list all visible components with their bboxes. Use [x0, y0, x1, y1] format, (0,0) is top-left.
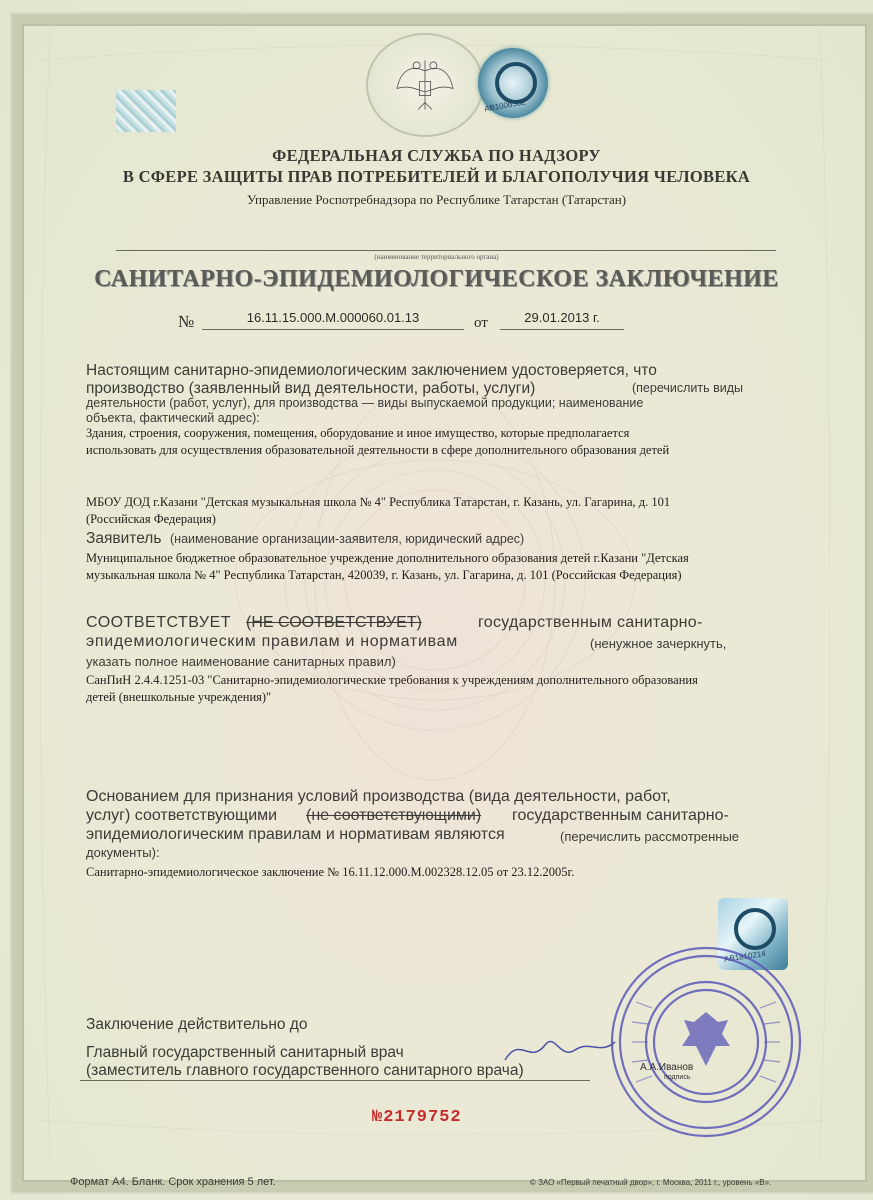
applicant-caption: (наименование организации-заявителя, юридический адрес): [170, 532, 525, 546]
double-eagle-emblem-icon: [390, 45, 460, 125]
date-underline: [500, 329, 624, 330]
rules-line-2: детей (внешкольные учреждения)": [86, 690, 272, 704]
object-line-1: МБОУ ДОД г.Казани "Детская музыкальная школа № 4" Республика Татарстан, г. Казань, ул. Гагарина, д. 101: [86, 495, 671, 509]
applicant-line-2: музыкальная школа № 4" Республика Татарстан, 420039, г. Казань, ул. Гагарина, д. 101 (Российская Федерация): [86, 568, 682, 582]
official-stamp-seal: [606, 942, 806, 1142]
basis-line-1: Основанием для признания условий производства (вида деятельности, работ,: [86, 788, 671, 805]
handwritten-signature: [500, 1030, 620, 1070]
signature-caption: подпись: [664, 1074, 691, 1081]
hologram-bottom-code: АВ1810214: [723, 949, 767, 964]
authority-underline: [116, 250, 776, 251]
validity-label: Заключение действительно до: [86, 1016, 308, 1033]
intro-small-2: деятельности (работ, услуг), для производства — виды выпускаемой продукции; наименование: [86, 396, 644, 410]
emblem-medallion: [368, 35, 482, 135]
hologram-top: [478, 48, 548, 118]
certificate-date: 29.01.2013 г.: [524, 310, 600, 325]
intro-small-1: (перечислить виды: [632, 381, 744, 395]
number-label: №: [178, 312, 195, 331]
activity-line-1: Здания, строения, сооружения, помещения, оборудование и иное имущество, которые предполагается: [86, 426, 630, 440]
header-line-1: ФЕДЕРАЛЬНАЯ СЛУЖБА ПО НАДЗОРУ: [272, 146, 601, 165]
basis-struck: (не соответствующими): [306, 807, 482, 824]
blank-serial-number: №2179752: [372, 1108, 462, 1127]
basis-document: Санитарно-эпидемиологическое заключение № 16.11.12.000.М.002328.12.05 от 23.12.2005г.: [86, 865, 575, 879]
intro-line-1: Настоящим санитарно-эпидемиологическим заключением удостоверяется, что: [86, 362, 657, 379]
holographic-strip: [116, 90, 176, 132]
basis-line-3: эпидемиологическим правилам и нормативам являются: [86, 826, 505, 843]
activity-line-2: использовать для осуществления образовательной деятельности в сфере дополнительного образования детей: [86, 443, 670, 457]
footer-right: © ЗАО «Первый печатный двор», г. Москва, 2011 г., уровень «В».: [530, 1178, 772, 1187]
document-title: САНИТАРНО-ЭПИДЕМИОЛОГИЧЕСКОЕ ЗАКЛЮЧЕНИЕ: [94, 266, 779, 292]
basis-line-2b: государственным санитарно-: [512, 807, 729, 824]
intro-small-3: объекта, фактический адрес):: [86, 411, 260, 425]
basis-line-3-note: (перечислить рассмотренные: [560, 829, 740, 844]
certificate-number: 16.11.15.000.М.000060.01.13: [246, 310, 420, 325]
conformity-rest: государственным санитарно-: [478, 614, 703, 631]
basis-line-2a: услуг) соответствующими: [86, 807, 278, 824]
conformity-word: СООТВЕТСТВУЕТ: [86, 614, 232, 631]
signature-title-2: (заместитель главного государственного санитарного врача): [86, 1062, 524, 1079]
footer-left: Формат А4. Бланк. Срок хранения 5 лет.: [70, 1176, 276, 1188]
signature-title-1: Главный государственный санитарный врач: [86, 1044, 404, 1061]
applicant-label: Заявитель: [86, 530, 162, 547]
object-line-2: (Российская Федерация): [86, 512, 216, 526]
conformity-line-2: эпидемиологическим правилам и нормативам: [86, 633, 458, 650]
conformity-line-3-note: указать полное наименование санитарных правил): [86, 654, 396, 669]
territorial-authority: Управление Роспотребнадзора по Республике Татарстан (Татарстан): [246, 192, 627, 207]
conformity-line-2-note: (ненужное зачеркнуть,: [590, 636, 727, 651]
rules-line-1: СанПиН 2.4.4.1251-03 "Санитарно-эпидемиологические требования к учреждениям дополнительного образования: [86, 673, 698, 687]
applicant-line-1: Муниципальное бюджетное образовательное учреждение дополнительного образования детей г.Казани "Детская: [86, 551, 689, 565]
from-label: от: [474, 315, 488, 331]
hologram-top-code: АВ1006302: [483, 97, 527, 114]
intro-line-2: производство (заявленный вид деятельности, работы, услуги): [86, 380, 536, 397]
basis-line-4-note: документы):: [86, 845, 160, 860]
conformity-struck: (НЕ СООТВЕТСТВУЕТ): [246, 614, 422, 631]
hologram-logo-icon: [495, 62, 537, 104]
number-underline: [202, 329, 464, 330]
authority-caption: (наименование территориального органа): [374, 253, 499, 261]
signer-name: А.А.Иванов: [640, 1062, 694, 1073]
header-line-2: В СФЕРЕ ЗАЩИТЫ ПРАВ ПОТРЕБИТЕЛЕЙ И БЛАГОПОЛУЧИЯ ЧЕЛОВЕКА: [122, 167, 751, 186]
signature-title-underline: [80, 1080, 590, 1081]
